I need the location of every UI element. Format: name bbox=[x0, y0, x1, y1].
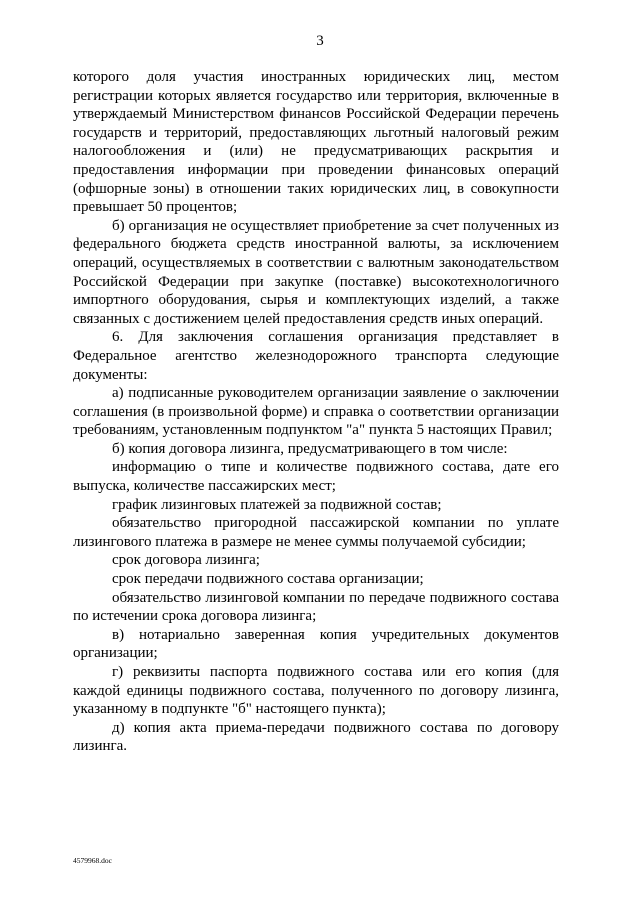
paragraph-item-g-passport: г) реквизиты паспорта подвижного состава или его копия (для каждой единицы подвижного состава, полученного по договору лизинга, указанному в подпункте "б" настоящего пункта); bbox=[73, 664, 559, 718]
paragraph-item-b-currency: б) организация не осуществляет приобретение за счет полученных из федерального бюджета средств иностранной валюты, за исключением операций, осуществляемых в соответствии с валютным законодательством Российской Федерации при закупке (поставке) высокотехнологичного импортного оборудования, сырья и комплектующих изделий, а также связанных с достижением целей предоставления средств иных операций. bbox=[73, 217, 559, 327]
paragraph-transfer-term: срок передачи подвижного состава организации; bbox=[112, 571, 424, 588]
paragraph-transfer-obligation: обязательство лизинговой компании по передаче подвижного состава по истечении срока договора лизинга; bbox=[73, 589, 559, 625]
paragraph-payment-schedule: график лизинговых платежей за подвижной состав; bbox=[112, 496, 442, 513]
paragraph-item-a-application: а) подписанные руководителем организации заявление о заключении соглашения (в произвольной форме) и справка о соответствии организации требованиям, установленным подпунктом "а" пункта 5 настоящих Правил; bbox=[73, 385, 559, 439]
page-number: 3 bbox=[316, 33, 324, 49]
paragraph-item-b-leasing-copy: б) копия договора лизинга, предусматривающего в том числе: bbox=[112, 440, 508, 457]
paragraph-item-d-acceptance-act: д) копия акта приема-передачи подвижного состава по договору лизинга. bbox=[73, 719, 559, 755]
paragraph-payment-obligation: обязательство пригородной пассажирской компании по уплате лизингового платежа в размере не менее суммы получаемой субсидии; bbox=[73, 515, 559, 550]
paragraph-section-6: 6. Для заключения соглашения организация представляет в Федеральное агентство железнодорожного транспорта следующие документы: bbox=[73, 329, 559, 383]
paragraph-rolling-stock-info: информацию о типе и количестве подвижного состава, дате его выпуска, количестве пассажирских мест; bbox=[73, 459, 559, 495]
paragraph-item-v-constituent-docs: в) нотариально заверенная копия учредительных документов организации; bbox=[73, 626, 559, 662]
paragraph-offshore-continuation: которого доля участия иностранных юридических лиц, местом регистрации которых является государство или территория, включенные в утверждаемый Министерством финансов Российской Федерации перечень государств и территорий, предоставляющих льготный налоговый режим налогообложения и (или) не предусматривающих раскрытия и предоставления информации при проведении финансовых операций (офшорные зоны) в отношении таких юридических лиц, в совокупности превышает 50 процентов; bbox=[73, 69, 559, 216]
document-body bbox=[73, 68, 559, 756]
paragraph-lease-term: срок договора лизинга; bbox=[112, 552, 260, 569]
file-name-footer: 4579968.doc bbox=[73, 856, 112, 865]
